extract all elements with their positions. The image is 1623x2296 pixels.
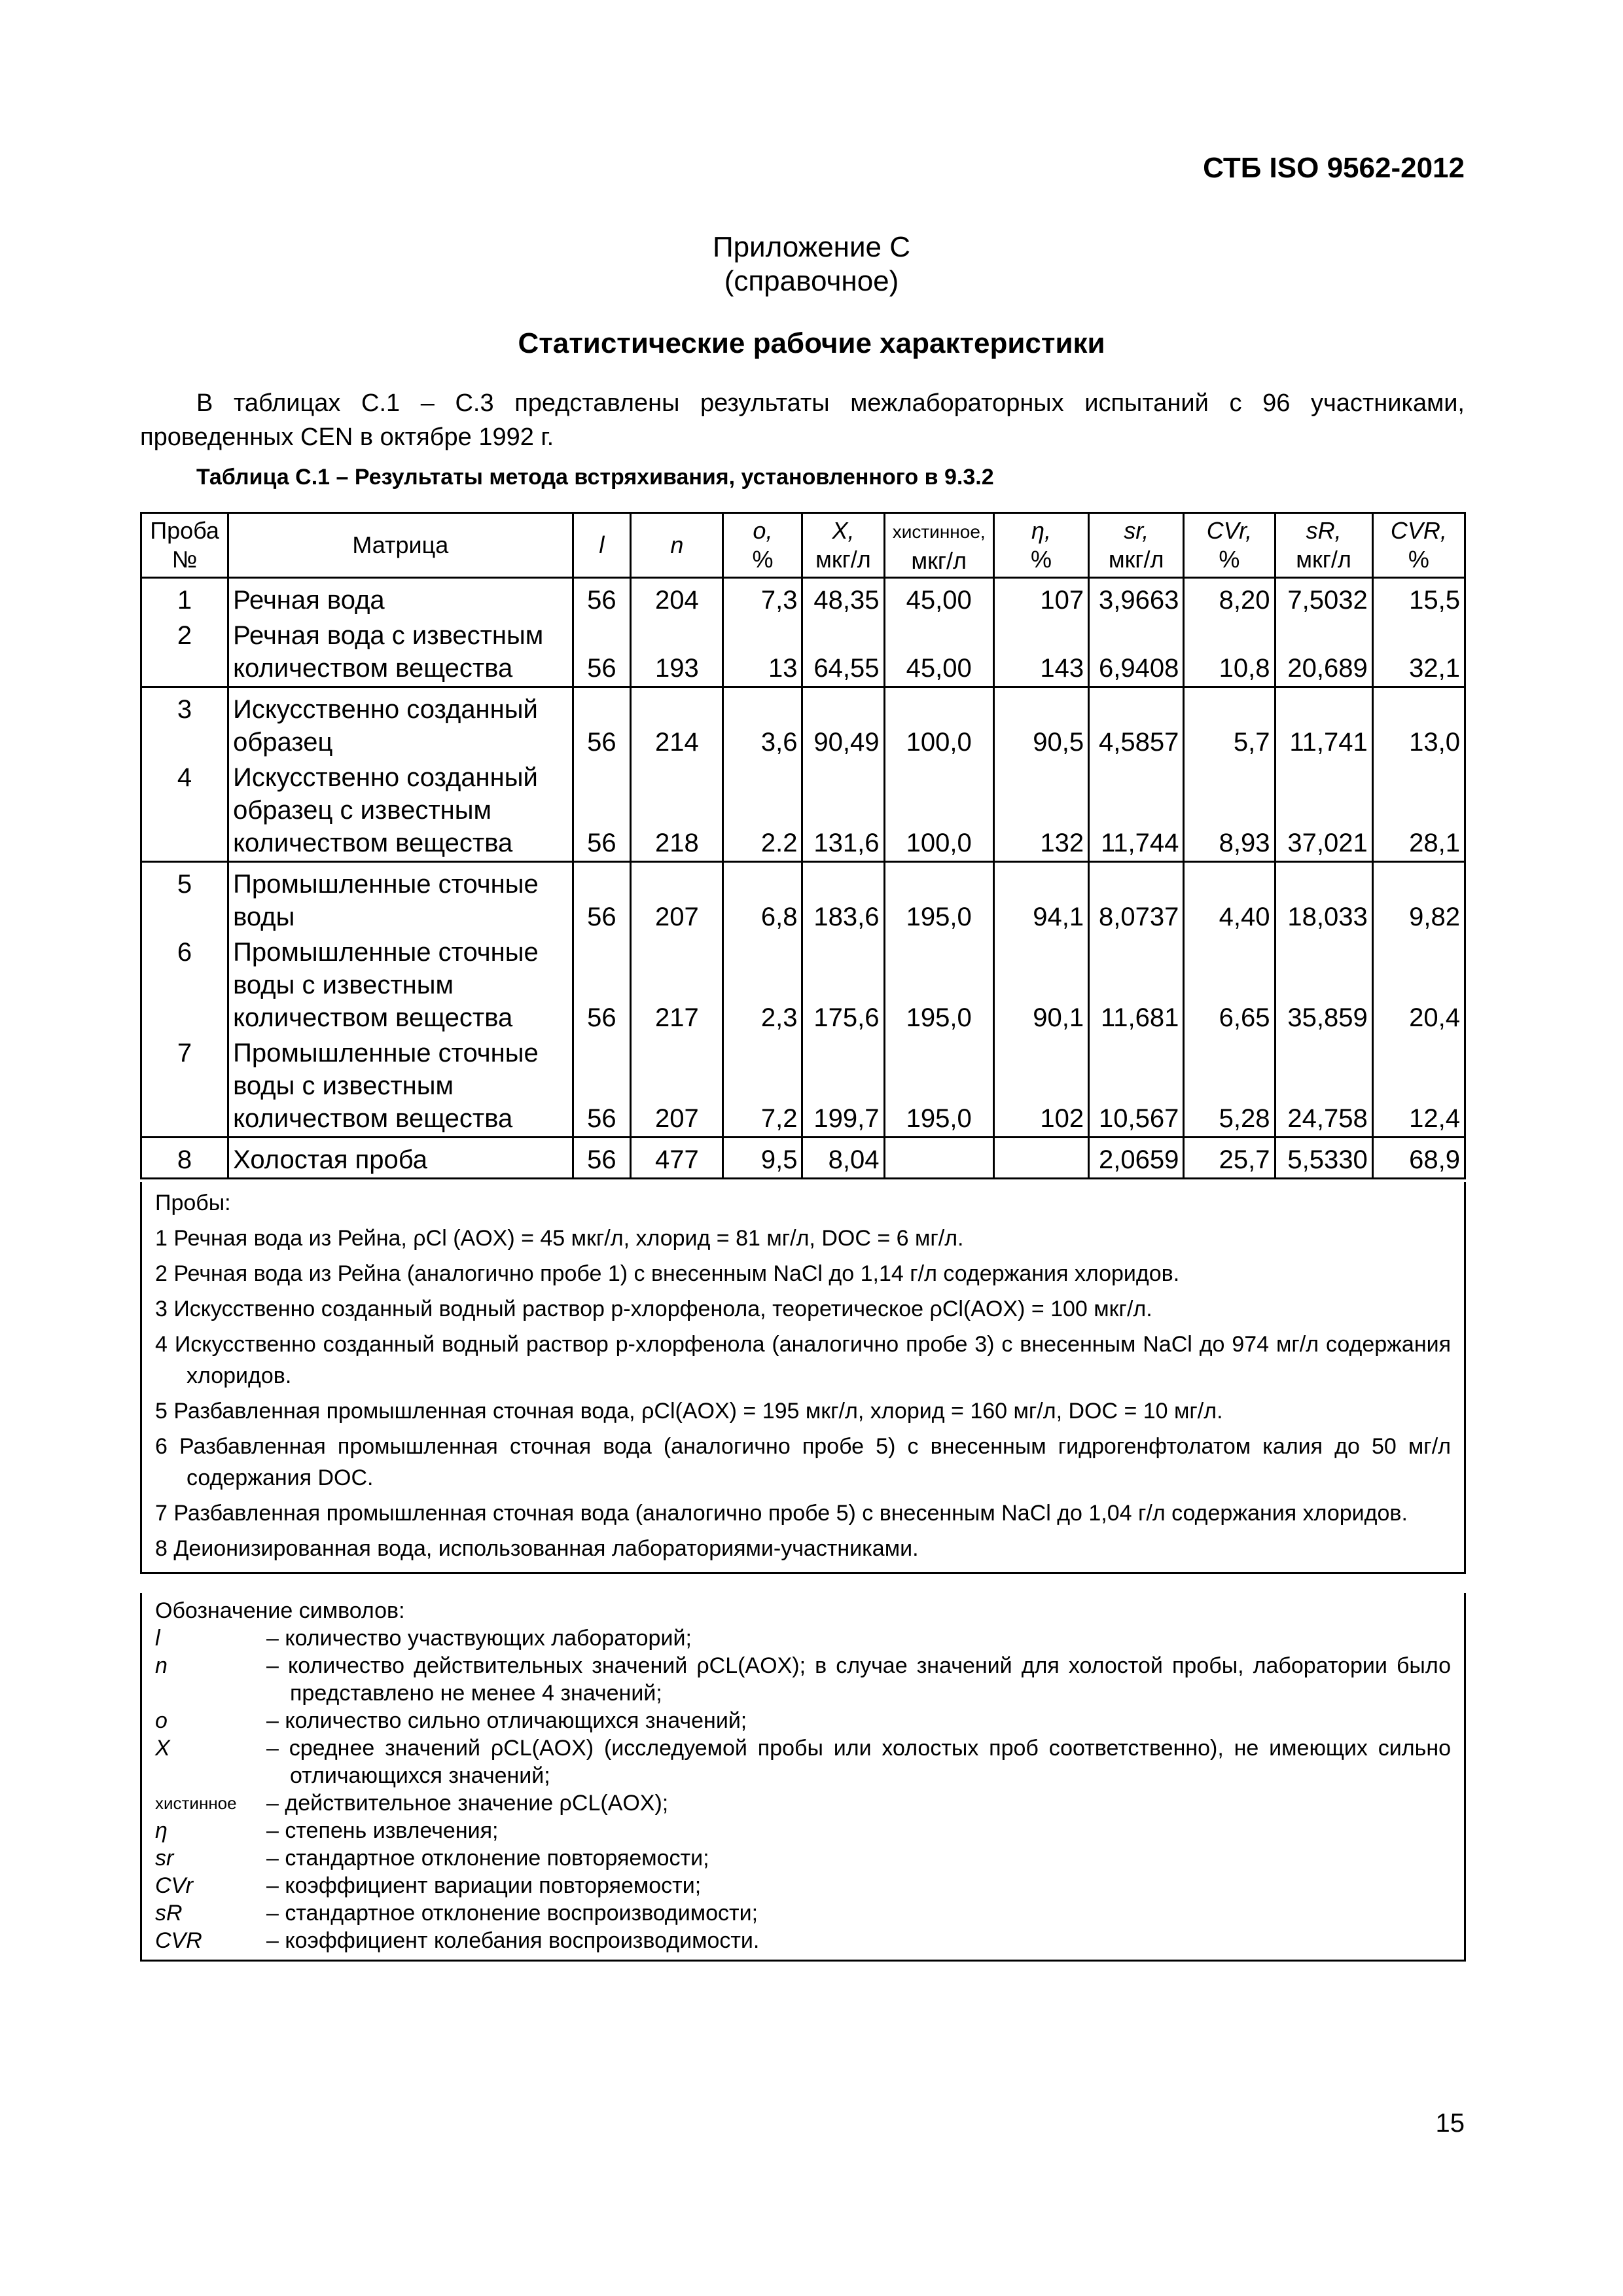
intro-paragraph: В таблицах С.1 – С.3 представлены результаты межлабораторных испытаний с 96 участниками, проведенных CEN в октябре 1992 г. <box>140 389 1465 451</box>
legend-row <box>155 1624 1451 1652</box>
legend-title: Обозначение символов: <box>155 1598 405 1623</box>
cell-num: 8 <box>141 1138 228 1179</box>
cell-o: 6,8 <box>723 862 802 935</box>
legend-symbol: l <box>155 1626 160 1651</box>
cell-x-true: 195,0 <box>884 935 993 1035</box>
cell-matrix: Речная вода с известным количеством вещества <box>228 618 573 687</box>
header-x-true <box>884 513 993 578</box>
cell-x: 183,6 <box>802 862 884 935</box>
cell-matrix: Промышленные сточные воды с известным количеством вещества <box>228 1035 573 1138</box>
legend-definition: – действительное значение ρCL(AOX); <box>266 1791 669 1816</box>
cell-matrix: Речная вода <box>228 578 573 619</box>
legend-row <box>155 1927 1451 1954</box>
table-row <box>141 862 1465 935</box>
page-number: 15 <box>1435 2109 1465 2138</box>
legend-symbol: η <box>155 1818 168 1843</box>
cell-cvR: 68,9 <box>1372 1138 1465 1179</box>
note-item: 3 Искусственно созданный водный раствор p-хлорфенола, теоретическое ρCl(AOX) = 100 мкг/л. <box>155 1297 1152 1321</box>
cell-num: 1 <box>141 578 228 619</box>
cell-x: 90,49 <box>802 687 884 761</box>
cell-matrix: Искусственно созданный образец <box>228 687 573 761</box>
cell-sr: 11,681 <box>1089 935 1184 1035</box>
cell-cvr: 5,28 <box>1184 1035 1275 1138</box>
cell-l: 56 <box>573 935 631 1035</box>
note-item: 2 Речная вода из Рейна (аналогично пробе 1) с внесенным NaCl до 1,14 г/л содержания хлоридов. <box>155 1261 1180 1286</box>
legend-definition: – коэффициент вариации повторяемости; <box>266 1873 702 1898</box>
cell-cvr: 6,65 <box>1184 935 1275 1035</box>
cell-x-true: 195,0 <box>884 1035 993 1138</box>
header-x-true-symbol: xистинное, <box>892 521 986 542</box>
header-sR-symbol: sR, <box>1306 517 1342 544</box>
cell-o: 7,3 <box>723 578 802 619</box>
cell-n: 217 <box>631 935 723 1035</box>
cell-cvr: 4,40 <box>1184 862 1275 935</box>
cell-eta: 107 <box>993 578 1088 619</box>
cell-num: 2 <box>141 618 228 687</box>
cell-o: 2.2 <box>723 760 802 862</box>
cell-l: 56 <box>573 760 631 862</box>
cell-cvR: 9,82 <box>1372 862 1465 935</box>
note-item: 6 Разбавленная промышленная сточная вода (аналогично пробе 5) с внесенным гидрогенфтолатом калия до 50 мг/л содержания DOC. <box>155 1434 1451 1490</box>
cell-cvr: 5,7 <box>1184 687 1275 761</box>
cell-sR: 11,741 <box>1275 687 1372 761</box>
cell-n: 207 <box>631 862 723 935</box>
section-title: Статистические рабочие характеристики <box>518 327 1105 359</box>
document-code: СТБ ISO 9562-2012 <box>1203 152 1465 184</box>
cell-cvr: 10,8 <box>1184 618 1275 687</box>
table-row <box>141 760 1465 862</box>
cell-eta: 94,1 <box>993 862 1088 935</box>
cell-l: 56 <box>573 578 631 619</box>
legend-definition: – стандартное отклонение воспроизводимости; <box>266 1901 758 1926</box>
cell-cvR: 15,5 <box>1372 578 1465 619</box>
cell-eta <box>993 1138 1088 1179</box>
cell-x: 131,6 <box>802 760 884 862</box>
cell-x-true: 195,0 <box>884 862 993 935</box>
cell-x: 48,35 <box>802 578 884 619</box>
cell-cvR: 28,1 <box>1372 760 1465 862</box>
note-item: 4 Искусственно созданный водный раствор p-хлорфенола (аналогично пробе 3) с внесенным NaCl до 974 мг/л содержания хлоридов. <box>155 1332 1451 1388</box>
header-x <box>802 513 884 578</box>
cell-num: 7 <box>141 1035 228 1138</box>
cell-matrix: Искусственно созданный образец с известным количеством вещества <box>228 760 573 862</box>
legend-symbol: CVR <box>155 1928 202 1953</box>
cell-cvr: 8,20 <box>1184 578 1275 619</box>
legend-row <box>155 1652 1451 1707</box>
cell-l: 56 <box>573 618 631 687</box>
cell-sR: 5,5330 <box>1275 1138 1372 1179</box>
cell-o: 13 <box>723 618 802 687</box>
cell-l: 56 <box>573 862 631 935</box>
notes-title: Пробы: <box>155 1191 231 1215</box>
header-o <box>723 513 802 578</box>
table-row <box>141 935 1465 1035</box>
cell-cvR: 32,1 <box>1372 618 1465 687</box>
legend-row <box>155 1707 1451 1734</box>
symbols-legend <box>140 1593 1466 1962</box>
cell-cvr: 25,7 <box>1184 1138 1275 1179</box>
cell-n: 477 <box>631 1138 723 1179</box>
cell-n: 218 <box>631 760 723 862</box>
legend-definition: – количество сильно отличающихся значений; <box>266 1708 747 1733</box>
cell-eta: 90,1 <box>993 935 1088 1035</box>
cell-cvR: 12,4 <box>1372 1035 1465 1138</box>
annex-heading <box>0 230 1623 298</box>
cell-l: 56 <box>573 1138 631 1179</box>
cell-cvR: 20,4 <box>1372 935 1465 1035</box>
header-cvR-unit: % <box>1408 546 1429 573</box>
cell-sr: 3,9663 <box>1089 578 1184 619</box>
note-item: 1 Речная вода из Рейна, ρCl (AOX) = 45 мкг/л, хлорид = 81 мг/л, DOC = 6 мг/л. <box>155 1226 964 1251</box>
annex-subtitle: (справочное) <box>724 265 899 297</box>
table-header-row <box>141 513 1465 578</box>
cell-sr: 10,567 <box>1089 1035 1184 1138</box>
table-row <box>141 578 1465 619</box>
cell-matrix: Промышленные сточные воды с известным количеством вещества <box>228 935 573 1035</box>
header-cvR <box>1372 513 1465 578</box>
legend-symbol: sr <box>155 1846 174 1871</box>
header-sr-symbol: sr, <box>1124 517 1149 544</box>
cell-sR: 7,5032 <box>1275 578 1372 619</box>
cell-num: 6 <box>141 935 228 1035</box>
legend-symbol: n <box>155 1653 168 1678</box>
header-cvr <box>1184 513 1275 578</box>
cell-x-true: 45,00 <box>884 618 993 687</box>
cell-matrix: Промышленные сточные воды <box>228 862 573 935</box>
legend-row <box>155 1844 1451 1872</box>
header-cvr-unit: % <box>1219 546 1240 573</box>
legend-row <box>155 1872 1451 1899</box>
cell-eta: 90,5 <box>993 687 1088 761</box>
cell-eta: 132 <box>993 760 1088 862</box>
legend-definition: – количество действительных значений ρCL(AOX); в случае значений для холостой пробы, лаборатории было представлено не менее 4 значений; <box>266 1653 1451 1706</box>
legend-definition: – степень извлечения; <box>266 1818 499 1843</box>
annex-title: Приложение С <box>712 231 911 263</box>
table-row <box>141 618 1465 687</box>
cell-l: 56 <box>573 687 631 761</box>
cell-x-true: 100,0 <box>884 760 993 862</box>
legend-symbol: o <box>155 1708 168 1733</box>
cell-cvr: 8,93 <box>1184 760 1275 862</box>
legend-row <box>155 1817 1451 1844</box>
table-row <box>141 1138 1465 1179</box>
cell-sR: 35,859 <box>1275 935 1372 1035</box>
header-eta-unit: % <box>1031 546 1052 573</box>
header-sR <box>1275 513 1372 578</box>
cell-o: 3,6 <box>723 687 802 761</box>
legend-symbol: X <box>155 1736 170 1761</box>
cell-sR: 20,689 <box>1275 618 1372 687</box>
header-sr <box>1089 513 1184 578</box>
cell-x: 64,55 <box>802 618 884 687</box>
cell-x-true: 45,00 <box>884 578 993 619</box>
legend-symbol: sR <box>155 1901 183 1926</box>
header-sR-unit: мкг/л <box>1296 546 1351 573</box>
header-x-true-unit: мкг/л <box>911 547 967 574</box>
cell-x-true: 100,0 <box>884 687 993 761</box>
cell-sr: 6,9408 <box>1089 618 1184 687</box>
cell-eta: 143 <box>993 618 1088 687</box>
cell-sr: 8,0737 <box>1089 862 1184 935</box>
samples-notes <box>140 1182 1466 1574</box>
legend-definition: – коэффициент колебания воспроизводимости. <box>266 1928 760 1953</box>
cell-sr: 2,0659 <box>1089 1138 1184 1179</box>
header-cvR-symbol: CVR, <box>1390 517 1447 544</box>
cell-matrix: Холостая проба <box>228 1138 573 1179</box>
header-l-symbol: l <box>599 531 605 558</box>
cell-x-true <box>884 1138 993 1179</box>
cell-eta: 102 <box>993 1035 1088 1138</box>
legend-definition: – количество участвующих лабораторий; <box>266 1626 692 1651</box>
header-eta <box>993 513 1088 578</box>
cell-o: 7,2 <box>723 1035 802 1138</box>
header-cvr-symbol: CVr, <box>1206 517 1253 544</box>
header-sr-unit: мкг/л <box>1108 546 1164 573</box>
table-row <box>141 687 1465 761</box>
legend-row <box>155 1734 1451 1789</box>
header-x-unit: мкг/л <box>815 546 871 573</box>
legend-definition: – стандартное отклонение повторяемости; <box>266 1846 709 1871</box>
cell-sR: 18,033 <box>1275 862 1372 935</box>
header-n-symbol: n <box>670 531 684 558</box>
cell-l: 56 <box>573 1035 631 1138</box>
cell-num: 5 <box>141 862 228 935</box>
cell-cvR: 13,0 <box>1372 687 1465 761</box>
header-n <box>631 513 723 578</box>
cell-sR: 24,758 <box>1275 1035 1372 1138</box>
cell-x: 8,04 <box>802 1138 884 1179</box>
cell-n: 214 <box>631 687 723 761</box>
header-o-unit: % <box>752 546 774 573</box>
cell-sr: 4,5857 <box>1089 687 1184 761</box>
cell-o: 9,5 <box>723 1138 802 1179</box>
legend-row <box>155 1789 1451 1817</box>
cell-sR: 37,021 <box>1275 760 1372 862</box>
cell-n: 207 <box>631 1035 723 1138</box>
cell-num: 4 <box>141 760 228 862</box>
cell-num: 3 <box>141 687 228 761</box>
note-item: 5 Разбавленная промышленная сточная вода, ρCl(AOX) = 195 мкг/л, хлорид = 160 мг/л, DOC = 10 мг/л. <box>155 1399 1223 1424</box>
legend-row <box>155 1899 1451 1927</box>
note-item: 8 Деионизированная вода, использованная лабораториями-участниками. <box>155 1536 919 1561</box>
cell-o: 2,3 <box>723 935 802 1035</box>
note-item: 7 Разбавленная промышленная сточная вода (аналогично пробе 5) с внесенным NaCl до 1,04 г/л содержания хлоридов. <box>155 1501 1408 1526</box>
cell-n: 204 <box>631 578 723 619</box>
legend-symbol: CVr <box>155 1873 193 1898</box>
cell-x: 175,6 <box>802 935 884 1035</box>
legend-symbol: xистинное <box>155 1793 237 1813</box>
header-matrix: Матрица <box>228 513 573 578</box>
header-l <box>573 513 631 578</box>
table-caption: Таблица С.1 – Результаты метода встряхивания, установленного в 9.3.2 <box>196 465 994 490</box>
legend-definition: – среднее значений ρCL(AOX) (исследуемой пробы или холостых проб соответственно), не имеющих сильно отличающихся значений; <box>266 1736 1452 1788</box>
header-eta-symbol: η, <box>1031 517 1052 544</box>
header-x-symbol: X, <box>832 517 855 544</box>
cell-sr: 11,744 <box>1089 760 1184 862</box>
cell-x: 199,7 <box>802 1035 884 1138</box>
table-row <box>141 1035 1465 1138</box>
header-o-symbol: o, <box>753 517 773 544</box>
cell-n: 193 <box>631 618 723 687</box>
header-probe: Проба № <box>141 513 228 578</box>
results-table <box>140 512 1466 1179</box>
